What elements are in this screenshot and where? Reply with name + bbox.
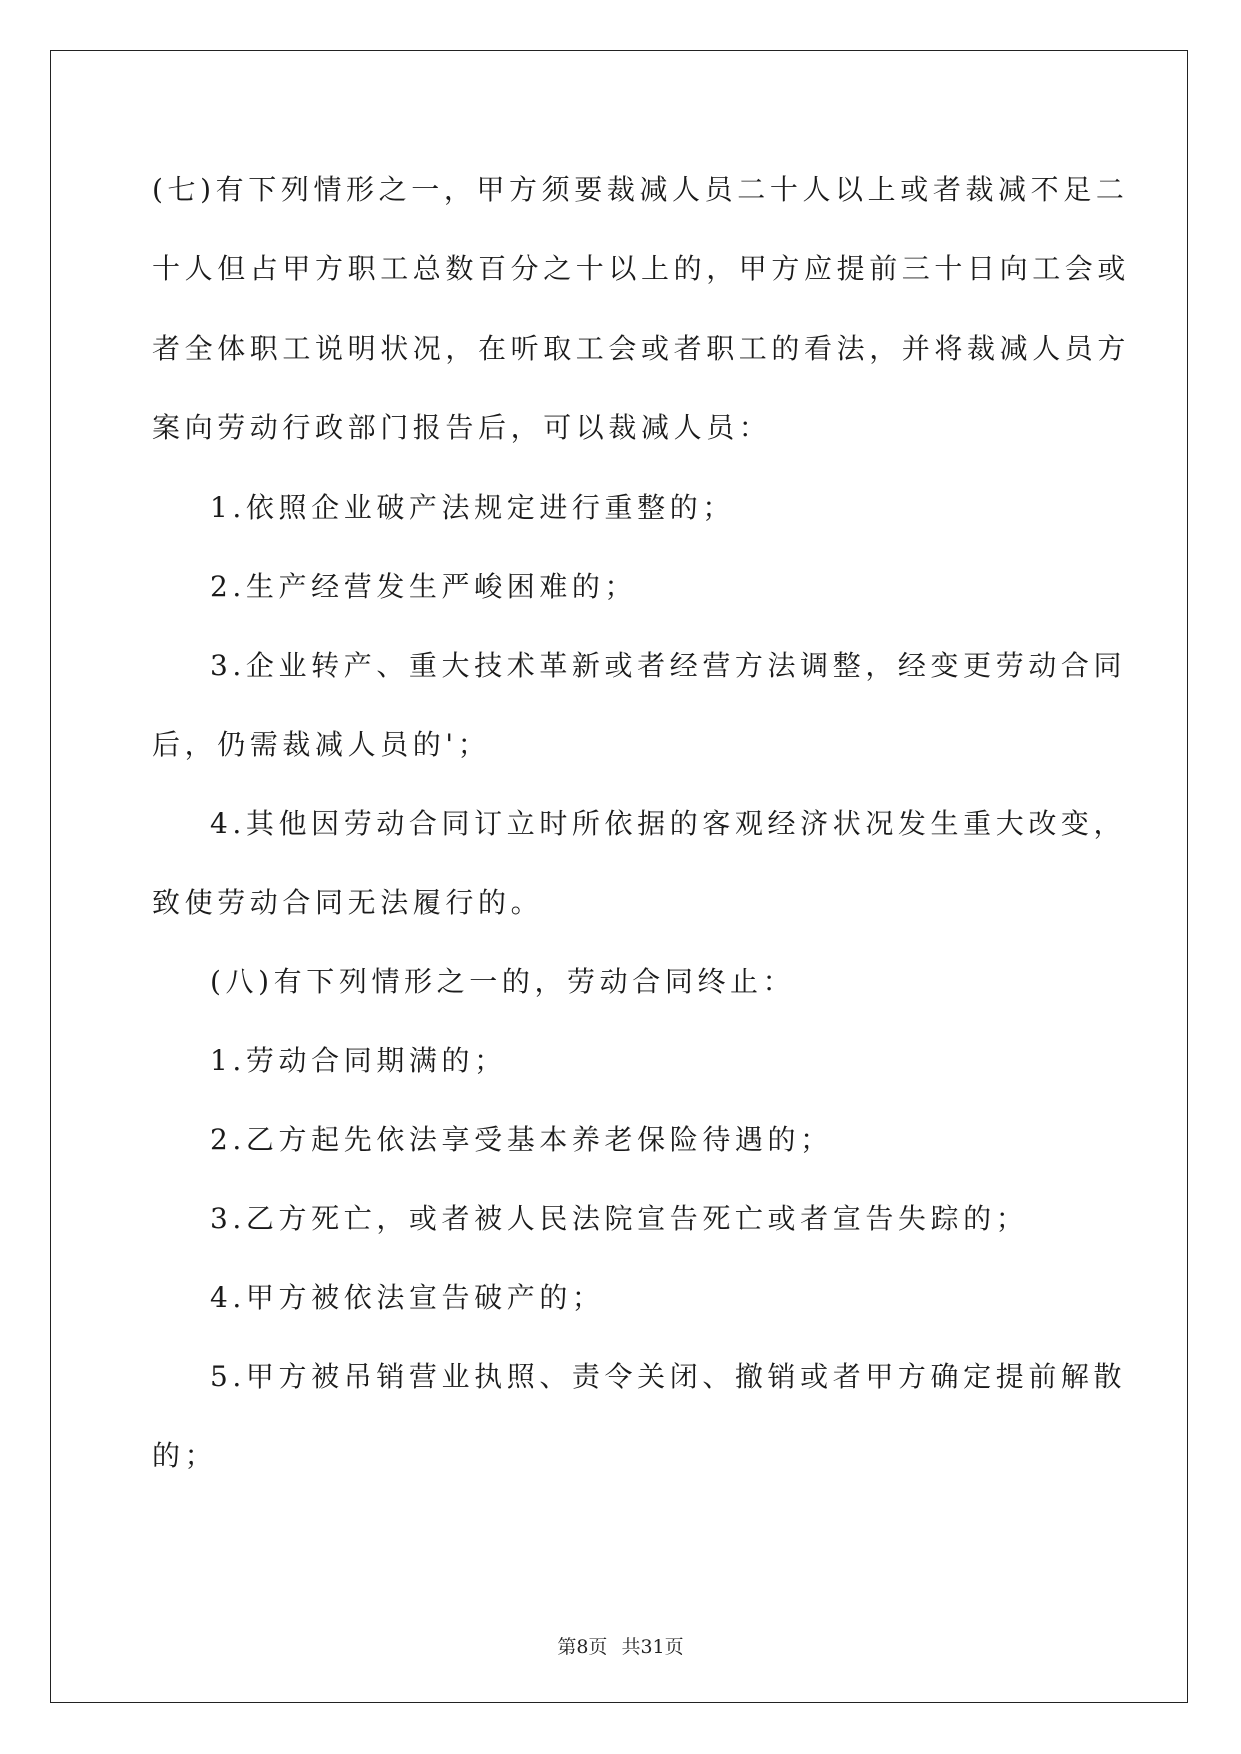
list-item: 2.生产经营发生严峻困难的； xyxy=(210,570,638,603)
current-page-number: 第8页 xyxy=(557,1636,608,1658)
paragraph-line: 十人但占甲方职工总数百分之十以上的，甲方应提前三十日向工会或 xyxy=(152,252,1131,285)
list-item: 4.其他因劳动合同订立时所依据的客观经济状况发生重大改变， xyxy=(210,807,1127,840)
list-item: 1.依照企业破产法规定进行重整的； xyxy=(210,491,735,524)
list-item: 5.甲方被吊销营业执照、责令关闭、撤销或者甲方确定提前解散 xyxy=(210,1360,1127,1393)
list-item: 1.劳动合同期满的； xyxy=(210,1044,507,1077)
total-pages: 共31页 xyxy=(621,1636,684,1658)
paragraph-line: 后，仍需裁减人员的'； xyxy=(152,728,491,761)
page-footer xyxy=(0,1632,1241,1659)
list-item: 4.甲方被依法宣告破产的； xyxy=(210,1281,605,1314)
paragraph-line: 者全体职工说明状况，在听取工会或者职工的看法，并将裁减人员方 xyxy=(152,332,1131,365)
paragraph-line: 案向劳动行政部门报告后，可以裁减人员： xyxy=(152,411,772,444)
paragraph-line: 致使劳动合同无法履行的。 xyxy=(152,886,544,919)
paragraph-line: 的； xyxy=(152,1439,218,1472)
paragraph-line: (七)有下列情形之一，甲方须要裁减人员二十人以上或者裁减不足二 xyxy=(152,173,1129,206)
list-item: 3.企业转产、重大技术革新或者经营方法调整，经变更劳动合同 xyxy=(210,649,1127,682)
list-item: 3.乙方死亡，或者被人民法院宣告死亡或者宣告失踪的； xyxy=(210,1202,1029,1235)
section-heading: (八)有下列情形之一的，劳动合同终止： xyxy=(210,965,796,998)
list-item: 2.乙方起先依法享受基本养老保险待遇的； xyxy=(210,1123,833,1156)
